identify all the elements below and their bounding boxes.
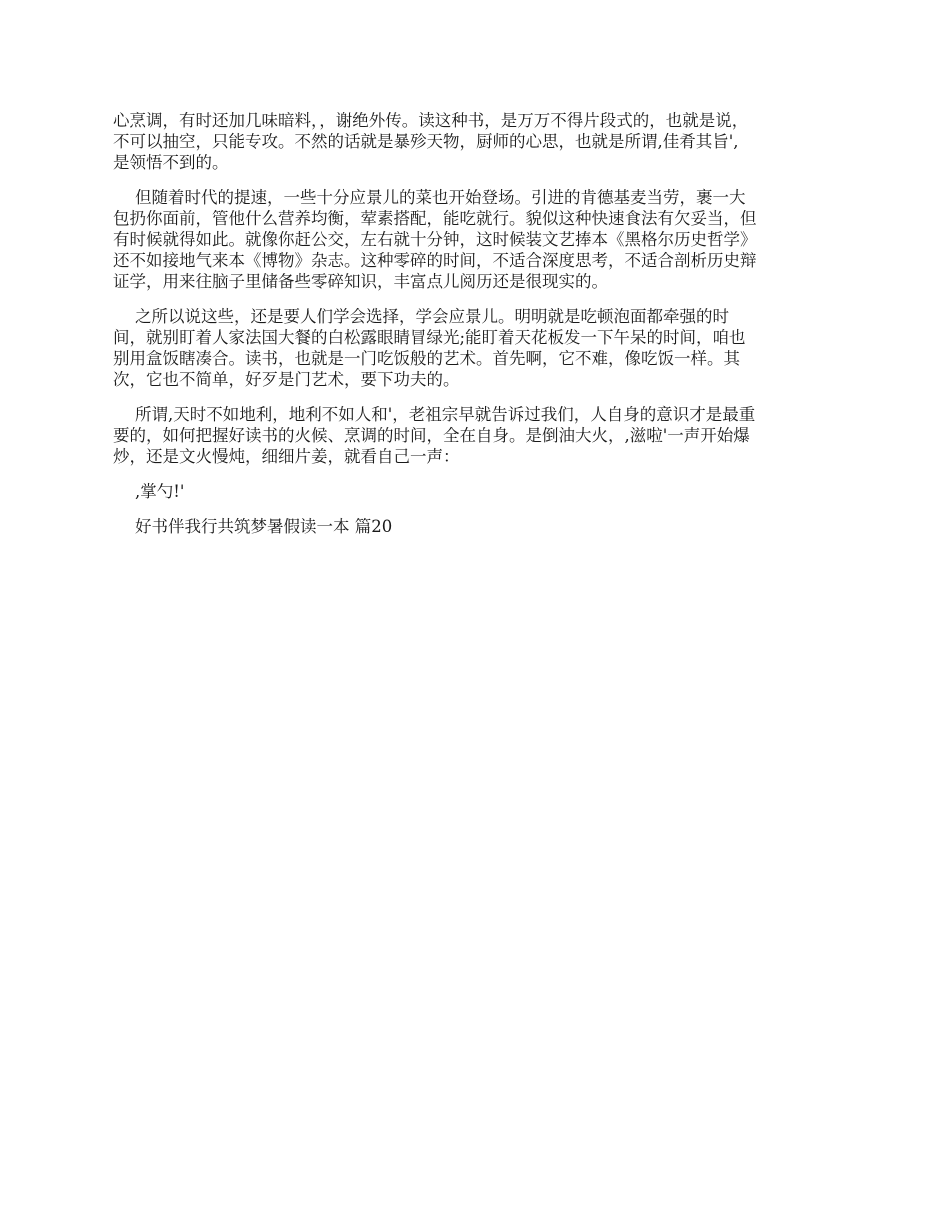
- paragraph-3: [113, 306, 843, 390]
- text-line: 但随着时代的提速，一些十分应景儿的菜也开始登场。引进的肯德基麦当劳，裹一大: [135, 188, 746, 207]
- text-line: 证学，用来往脑子里储备些零碎知识，丰富点儿阅历还是很现实的。: [113, 272, 608, 291]
- text-line: 间，就别盯着人家法国大餐的白松露眼睛冒绿光;能盯着天花板发一下午呆的时间，咱也: [113, 328, 746, 347]
- paragraph-1: [113, 110, 843, 173]
- text-line: 不可以抽空，只能专攻。不然的话就是暴殄天物，厨师的心思，也就是所谓,佳肴其旨',: [113, 132, 739, 151]
- text-line: 之所以说这些，还是要人们学会选择，学会应景儿。明明就是吃顿泡面都牵强的时: [135, 307, 729, 326]
- text-line: 是领悟不到的。: [113, 153, 229, 172]
- paragraph-4: [113, 404, 843, 467]
- paragraph-2: [113, 187, 843, 292]
- text-line: 次，它也不简单，好歹是门艺术，要下功夫的。: [113, 370, 460, 389]
- document-page: [113, 110, 843, 551]
- exclamation-paragraph: ,掌勺!': [135, 482, 185, 501]
- section-heading: 好书伴我行共筑梦暑假读一本 篇20: [135, 517, 393, 536]
- text-line: 所谓,天时不如地利，地利不如人和'，老祖宗早就告诉过我们，人自身的意识才是最重: [135, 405, 756, 424]
- text-line: 有时候就得如此。就像你赶公交，左右就十分钟，这时候装文艺捧本《黑格尔历史哲学》: [113, 230, 757, 249]
- text-line: 别用盒饭瞎凑合。读书，也就是一门吃饭般的艺术。首先啊，它不难，像吃饭一样。其: [113, 349, 740, 368]
- text-line: 还不如接地气来本《博物》杂志。这种零碎的时间，不适合深度思考，不适合剖析历史辩: [113, 251, 757, 270]
- text-line: 包扔你面前，管他什么营养均衡，荤素搭配，能吃就行。貌似这种快速食法有欠妥当，但: [113, 209, 757, 228]
- text-line: 心烹调，有时还加几味暗料，，谢绝外传。读这种书，是万万不得片段式的，也就是说，: [113, 111, 749, 130]
- text-line: 炒，还是文火慢炖，细细片姜，就看自己一声：: [113, 447, 460, 466]
- text-line: 要的，如何把握好读书的火候、烹调的时间，全在自身。是倒油大火，,滋啦'一声开始爆: [113, 426, 750, 445]
